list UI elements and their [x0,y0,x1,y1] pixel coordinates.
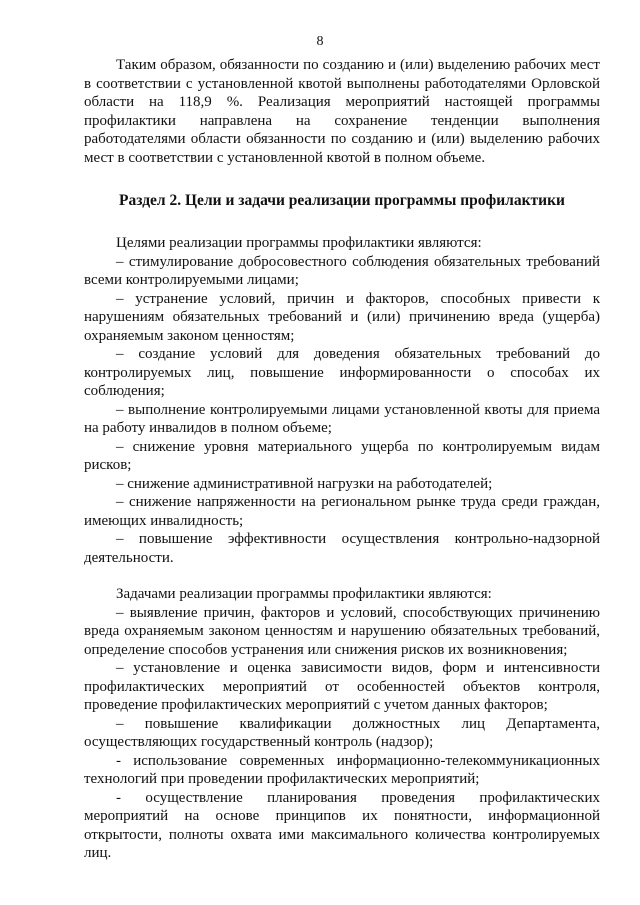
task-item: – установление и оценка зависимости видов, форм и интенсивности профилактических мероприятий от особенностей объектов контроля, проведение профилактических мероприятий с учетом данных факторов; [84,660,600,713]
goal-item: – выполнение контролируемыми лицами установленной квоты для приема на работу инвалидов в полном объеме; [84,401,600,436]
task-item: – выявление причин, факторов и условий, способствующих причинению вреда охраняемым законом ценностям и нарушению обязательных требований, определение способов устранения или снижения рисков их возникновения; [84,604,600,658]
tasks-lead: Задачами реализации программы профилактики являются: [116,586,492,602]
goal-item: – повышение эффективности осуществления контрольно-надзорной деятельности. [84,531,600,566]
goal-item: – снижение административной нагрузки на работодателей; [116,475,493,492]
goal-item: – стимулирование добросовестного соблюдения обязательных требований всеми контролируемыми лицами; [84,253,600,288]
task-item: – повышение квалификации должностных лиц Департамента, осуществляющих государственный контроль (надзор); [84,715,600,750]
page-number: 8 [316,34,324,49]
intro-paragraph: Таким образом, обязанности по созданию и (или) выделению рабочих мест в соответствии с установленной квотой выполнены работодателями Орловской области на 118,9 %. Реализация мероприятий настоящей программы профилактики направлена на сохранение тенденции выполнения работодателями области обязанности по созданию и (или) выделению рабочих мест в соответствии с установленной квотой в полном объеме. [84,57,600,166]
goal-item: – снижение уровня материального ущерба по контролируемым видам рисков; [84,438,600,473]
goal-item: – устранение условий, причин и факторов, способных привести к нарушениям обязательных требований и (или) причинению вреда (ущерба) охраняемым законом ценностям; [84,290,600,344]
page-content [84,56,600,863]
goal-item: – создание условий для доведения обязательных требований до контролируемых лиц, повышение информированности о способах их соблюдения; [84,346,600,399]
paragraph-gap [84,567,600,585]
task-item: - осуществление планирования проведения профилактических мероприятий на основе принципов их понятности, информационной открытости, полноты охвата ими максимального количества контролируемых лиц. [84,789,600,861]
goal-item: – снижение напряженности на региональном рынке труда среди граждан, имеющих инвалидность; [84,494,600,529]
task-item: - использование современных информационно-телекоммуникационных технологий при проведении профилактических мероприятий; [84,752,600,787]
section-title: Раздел 2. Цели и задачи реализации программы профилактики [119,192,565,209]
goals-lead: Целями реализации программы профилактики являются: [116,235,482,251]
